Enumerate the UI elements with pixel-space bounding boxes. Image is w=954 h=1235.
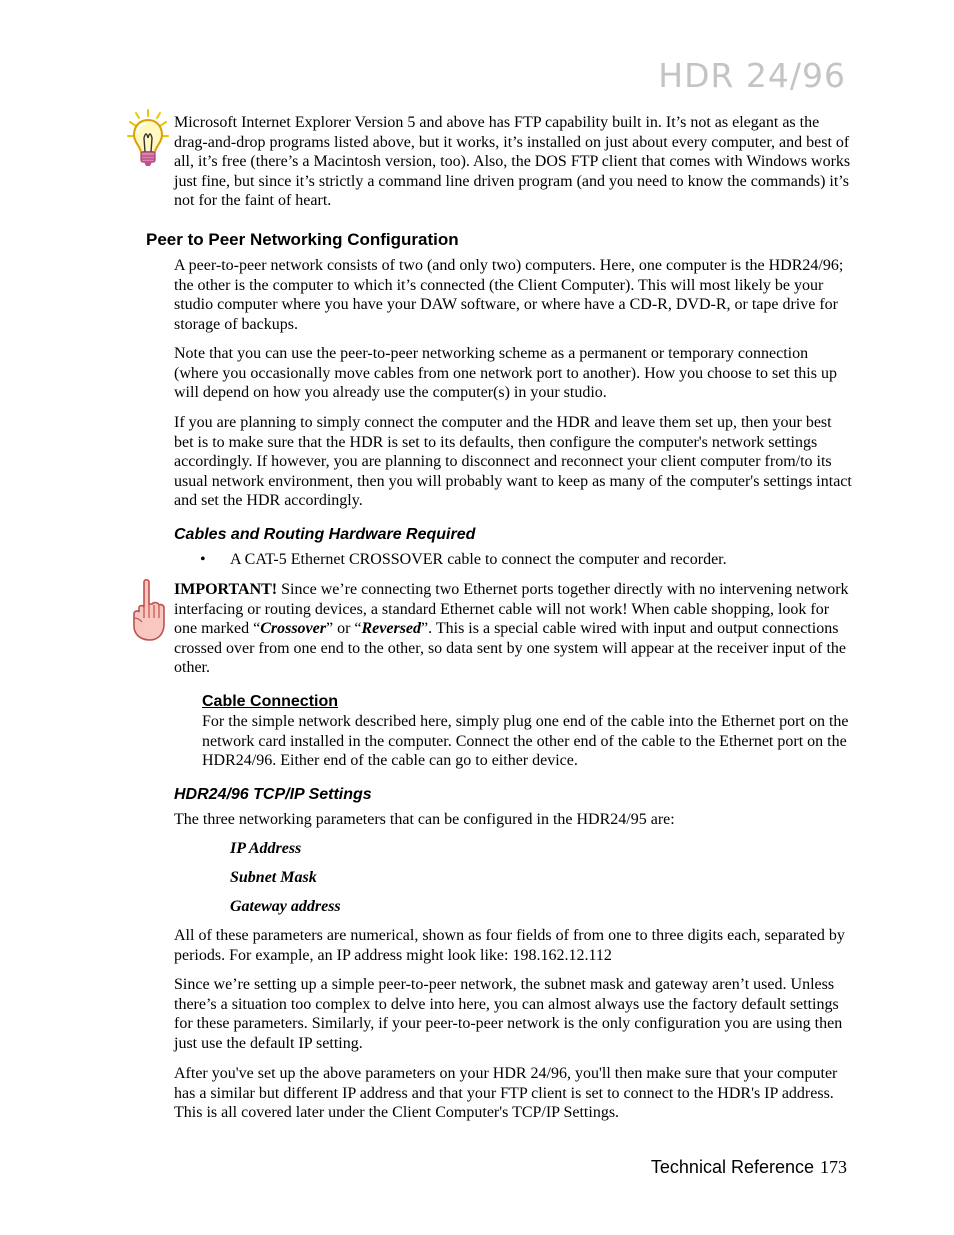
section-paragraph-2: Note that you can use the peer-to-peer networking scheme as a permanent or temporary connection (where you occasionally move cables from one network port to another). How you choose to set this up will depend on how you already use the computer(s) in your studio. [174,345,837,402]
section-paragraph-1: A peer-to-peer network consists of two (and only two) computers. Here, one computer is the HDR24/96; the other is the computer to which it’s connected (the Client Computer). This will most likely be your studio computer where you have your DAW software, or where have a CD-R, DVD-R, or tape drive for storage of backups. [174,257,844,333]
cable-connection-paragraph: For the simple network described here, simply plug one end of the cable into the Ethernet port on the network card installed in the computer. Connect the other end of the cable to the Ethernet port on the HDR24/96. Either end of the cable can go to either device. [202,713,849,770]
tcpip-paragraph-2: Since we’re setting up a simple peer-to-peer network, the subnet mask and gateway aren’t used. Unless there’s a situation too complex to delve into here, you can almost always use the factory default settings for these parameters. Similarly, if your peer-to-peer network is the only configuration you are using then just use the default IP setting. [174,976,843,1052]
page-footer [651,1156,847,1178]
crossover-term: Crossover [260,620,326,638]
section-heading: Peer to Peer Networking Configuration [146,230,459,249]
tcpip-paragraph-1: All of these parameters are numerical, shown as four fields of from one to three digits each, separated by periods. For example, an IP address might look like: 198.162.12.112 [174,927,845,964]
page-number: 173 [820,1157,847,1177]
lightbulb-icon [126,108,170,172]
section-paragraph-3: If you are planning to simply connect the computer and the HDR and leave them set up, then your best bet is to make sure that the HDR is set to its defaults, then configure the computer's network settings accordingly. If however, you are planning to disconnect and reconnect your client computer from/to its usual network environment, then you will probably want to keep as many of the computer's settings intact and set the HDR accordingly. [174,414,852,510]
running-header-title: HDR 24/96 [658,56,846,95]
param-subnet-mask: Subnet Mask [230,869,317,886]
important-paragraph: IMPORTANT! Since we’re connecting two Ethernet ports together directly with no intervening network interfacing or routing devices, a standard Ethernet cable will not work! When cable shopping, look for one marked “Crossover” or “Reversed”. This is a special cable wired with input and output connections crossed over from one end to the other, so data sent by one system will appear at the receiver input of the other. [174,581,849,677]
reversed-term: Reversed [361,620,422,638]
cables-bullet-list [200,550,727,570]
pointing-hand-icon [128,578,168,642]
tcpip-intro: The three networking parameters that can be configured in the HDR24/95 are: [174,811,675,828]
param-gateway-address: Gateway address [230,898,341,915]
tcpip-paragraph-3: After you've set up the above parameters on your HDR 24/96, you'll then make sure that your computer has a similar but different IP address and that your FTP client is set to connect to the HDR's IP address. This is all covered later under the Client Computer's TCP/IP Settings. [174,1065,838,1122]
tcpip-heading: HDR24/96 TCP/IP Settings [174,786,372,803]
tip-paragraph: Microsoft Internet Explorer Version 5 and above has FTP capability built in. It’s not as elegant as the drag-and-drop programs listed above, but it works, it’s installed on just about every computer, and best of all, it’s free (there’s a Macintosh version, too). Also, the DOS FTP client that comes with Windows works just fine, but since it’s strictly a command line driven program (and you need to know the commands) it’s not for the faint of heart. [174,114,851,210]
param-ip-address: IP Address [230,840,302,857]
footer-section-title: Technical Reference [650,1157,814,1177]
cable-connection-heading: Cable Connection [202,693,339,710]
cables-heading: Cables and Routing Hardware Required [174,526,476,543]
important-label: IMPORTANT! [174,581,278,598]
list-item: • A CAT-5 Ethernet CROSSOVER cable to connect the computer and recorder. [200,550,727,570]
